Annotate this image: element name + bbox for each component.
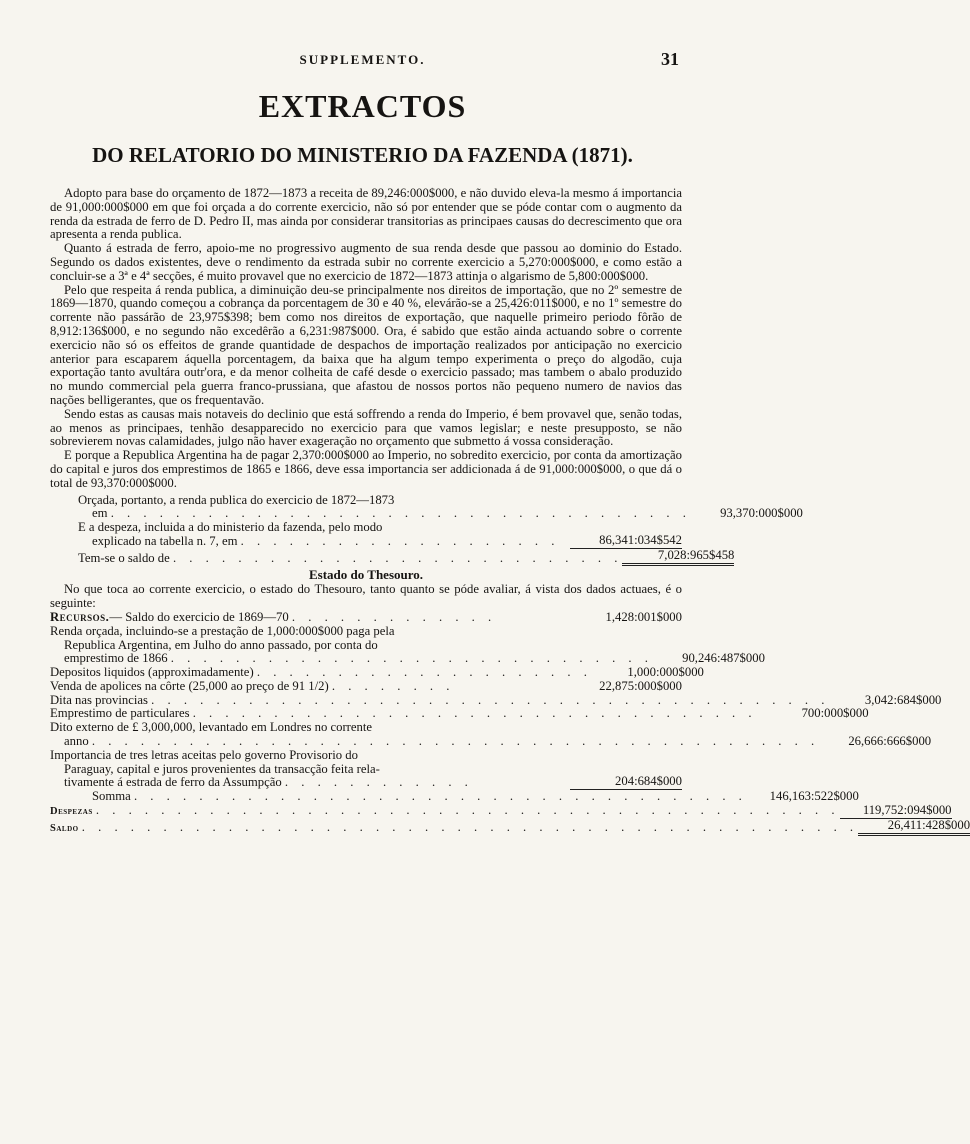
ledger-row-saldo: Saldo . . . . . . . . . . . . . . . . . . . . . . . . . . . . . . . . . . . . . . . . . . . . . . . . 26,411:428$000 [50,817,970,834]
summary-orcada-label: Orçada, portanto, a renda publica do exercicio de 1872—1873 [78,492,395,507]
ledger-somma-amount: 146,163:522$000 [769,789,859,804]
ledger-row-divida: Dita nas provincias . . . . . . . . . . . . . . . . . . . . . . . . . . . . . . . . . . . . . . . . . . 3,042:684$000 [50,692,942,707]
section-heading: Estado do Thesouro. [308,566,424,582]
running-title: SUPPLEMENTO. [299,52,426,67]
ledger-recursos-text: — Saldo do exercicio de 1869—70 [109,609,289,624]
ledger-letras-line-1: Importancia de tres letras aceitas pelo governo Provisorio do [50,747,358,762]
ledger-despezas-amount: 119,752:094$000 [840,804,952,819]
ledger-venda-amount: 22,875:000$000 [599,678,682,693]
ledger-externo-line-1: Dito externo de £ 3,000,000, levantado em Londres no corrente [50,720,373,735]
ledger-saldo-label: Saldo [50,822,79,834]
summary-saldo-amount: 7,028:965$458 [622,549,734,566]
ledger-externo-line-2: anno [64,734,89,749]
ledger-depositos-amount: 1,000:000$000 [627,665,704,680]
ledger-row-externo: Dito externo de £ 3,000,000, levantado em Londres no corrente anno . . . . . . . . . . . . . . . . . . . . . . . . . . . . . . . . . . . . . . . . . . . . . 26,666:666$000 [50,720,932,749]
ledger-emprestimo-label: Emprestimo de particulares [50,706,190,721]
ledger-recursos-amount: 1,428:001$000 [605,609,682,624]
paragraph-orcamento: Adopto para base do orçamento de 1872—1873 a receita de 89,246:000$000, e não duvido eleva-la mesmo á importancia de 91,000:000$000 em que foi orçada a do corrente exercicio, não só por entender que se póde contar com o augmento da renda da estrada de ferro de D. Pedro II, mas ainda por considerar transitorias as principaes causas do decrescimento que ora apresenta a renda publica. [50,186,683,242]
ledger-row-recursos: Recursos.— Saldo do exercicio de 1869—70 . . . . . . . . . . . . . 1,428:001$000 [50,609,682,624]
ledger-letras-amount: 204:684$000 [570,775,682,790]
page-header [0,49,725,74]
ledger-letras-line-3: tivamente á estrada de ferro da Assumpção [64,775,282,790]
paragraph-estrada-de-ferro: Quanto á estrada de ferro, apoio-me no progressivo augmento de sua renda desde que passou ao dominio do Estado. Segundo os dados existentes, deve o rendimento da estrada subir no corrente exercicio a 5,270:000$000, e como estão a concluir-se a 3ª e 4ª secções, é muito provavel que no exercicio de 1872—1873 attinja o algarismo de 5,800:000$000. [50,241,682,283]
ledger-row-depositos: Depositos liquidos (approximadamente) . . . . . . . . . . . . . . . . . . . . . 1,000:000$000 [50,665,704,680]
ledger-renda-line-3: emprestimo de 1866 [64,651,168,666]
ledger-depositos-label: Depositos liquidos (approximadamente) [50,665,254,680]
ledger-renda-amount: 90,246:487$000 [682,651,765,666]
ledger-renda-line-2: Republica Argentina, em Julho do anno passado, por conta do [64,637,378,652]
summary-orcada-amount: 93,370:000$000 [720,506,803,521]
ledger-row-renda: Renda orçada, incluindo-se a prestação de 1,000:000$000 paga pela Republica Argentina, em Julho do anno passado, por conta do emprestimo de 1866 . . . . . . . . . . . . . . . . . . . . . . . . . . . . . . 90,246:487$000 [50,623,765,666]
summary-despeza-label: E a despeza, incluida a do ministerio da fazenda, pelo modo [78,520,383,535]
ledger-row-emprestimo: Emprestimo de particulares . . . . . . . . . . . . . . . . . . . . . . . . . . . . . . . . . . . 700:000$000 [50,706,869,721]
document-body [50,186,970,836]
ledger-row-despezas: Despezas . . . . . . . . . . . . . . . . . . . . . . . . . . . . . . . . . . . . . . . . . . . . . . 119,752:094$000 [50,803,952,818]
ledger-row-venda: Venda de apolices na côrte (25,000 ao preço de 91 1/2) . . . . . . . . 22,875:000$000 [50,678,682,693]
ledger-recursos-label: Recursos. [50,609,110,624]
ledger-renda-line-1: Renda orçada, incluindo-se a prestação de 1,000:000$000 paga pela [50,623,395,638]
summary-saldo-label: Tem-se o saldo de [78,550,170,565]
summary-orcada-row: Orçada, portanto, a renda publica do exercicio de 1872—1873 em . . . . . . . . . . . . . . . . . . . . . . . . . . . . . . . . . . . . 93,370:000$000 [78,492,803,521]
summary-despeza-label-cont: explicado na tabella n. 7, em [92,533,238,548]
ledger-row-somma: Somma . . . . . . . . . . . . . . . . . . . . . . . . . . . . . . . . . . . . . . 146,163:522$000 [92,789,859,804]
summary-orcada-label-cont: em [92,506,108,521]
ledger-saldo-amount: 26,411:428$000 [858,819,970,836]
page-number: 31 [661,49,679,69]
paragraph-causas: Sendo estas as causas mais notaveis do declinio que está soffrendo a renda do Imperio, é bem provavel que, senão todas, ao menos as principaes, tenhão desapparecido no exercicio para que vamos legislar; e neste presupposto, se não sobrevierem novas calamidades, julgo não haver exageração no orçamento que submetto á vossa consideração. [50,406,682,449]
ledger-somma-label: Somma [92,789,131,804]
ledger-venda-label: Venda de apolices na côrte (25,000 ao preço de 91 1/2) [50,678,329,693]
summary-despeza-row: E a despeza, incluida a do ministerio da fazenda, pelo modo explicado na tabella n. 7, em . . . . . . . . . . . . . . . . . . . . 86,341:034$542 [78,520,682,548]
ledger-letras-line-2: Paraguay, capital e juros provenientes da transacção feita rela- [64,761,380,776]
summary-saldo-row: Tem-se o saldo de . . . . . . . . . . . . . . . . . . . . . . . . . . . . 7,028:965$458 [78,547,735,565]
summary-despeza-amount: 86,341:034$542 [570,534,682,549]
section-intro: No que toca ao corrente exercicio, o estado do Thesouro, tanto quanto se póde avaliar, á vista dos dados actuaes, é o seguinte: [50,582,682,611]
document-subtitle: DO RELATORIO DO MINISTERIO DA FAZENDA (1871). [92,143,633,167]
ledger-row-letras: Importancia de tres letras aceitas pelo governo Provisorio do Paraguay, capital e juros provenientes da transacção feita rela- tivamente á estrada de ferro da Assumpção . . . . . . . . . . . . 204:684$000 [50,747,682,790]
ledger-divida-label: Dita nas provincias [50,692,148,707]
ledger-emprestimo-amount: 700:000$000 [801,706,869,721]
ledger-despezas-label: Despezas [50,806,93,818]
ledger-divida-amount: 3,042:684$000 [864,692,942,707]
document-title: EXTRACTOS [258,88,467,124]
paragraph-renda-publica: Pelo que respeita á renda publica, a diminuição deu-se principalmente nos direitos de importação, que no 2º semestre de 1869—1870, quando começou a cobrança da porcentagem de 30 e 40 %, elevárão-se a 25,426:011$000, e no 1º semestre do corrente não passárão de 23,975$398; bem como nos direitos de exportação, que naquelle primeiro periodo fôrão de 8,912:136$000, e no segundo não excedêrão a 6,231:987$000. Ora, é sabido que estão ainda actuando sobre o corrente exercicio não só os effeitos de grande quantidade de despachos de importação realizados por anticipação no exercicio anterior para escaparem áquella porcentagem, da baixa que ha algum tempo experimenta o preço do algodão, cuja exportação tanto avultára outr'ora, e da menor colheita de café desde o exercicio passado; mas tambem o abalo produzido no mundo commercial pela guerra franco-prussiana, que afastou de nossos portos não pequeno numero de navios das nações belligerantes, que os frequentavão. [50,282,682,407]
ledger-externo-amount: 26,666:666$000 [848,734,932,749]
paragraph-republica-argentina: E porque a Republica Argentina ha de pagar 2,370:000$000 ao Imperio, no sobredito exercicio, por conta da amortização do capital e juros dos emprestimos de 1865 e 1866, deve essa importancia ser addicionada á de 91,000:000$000, o que dá o total de 93,370:000$000. [50,448,682,490]
